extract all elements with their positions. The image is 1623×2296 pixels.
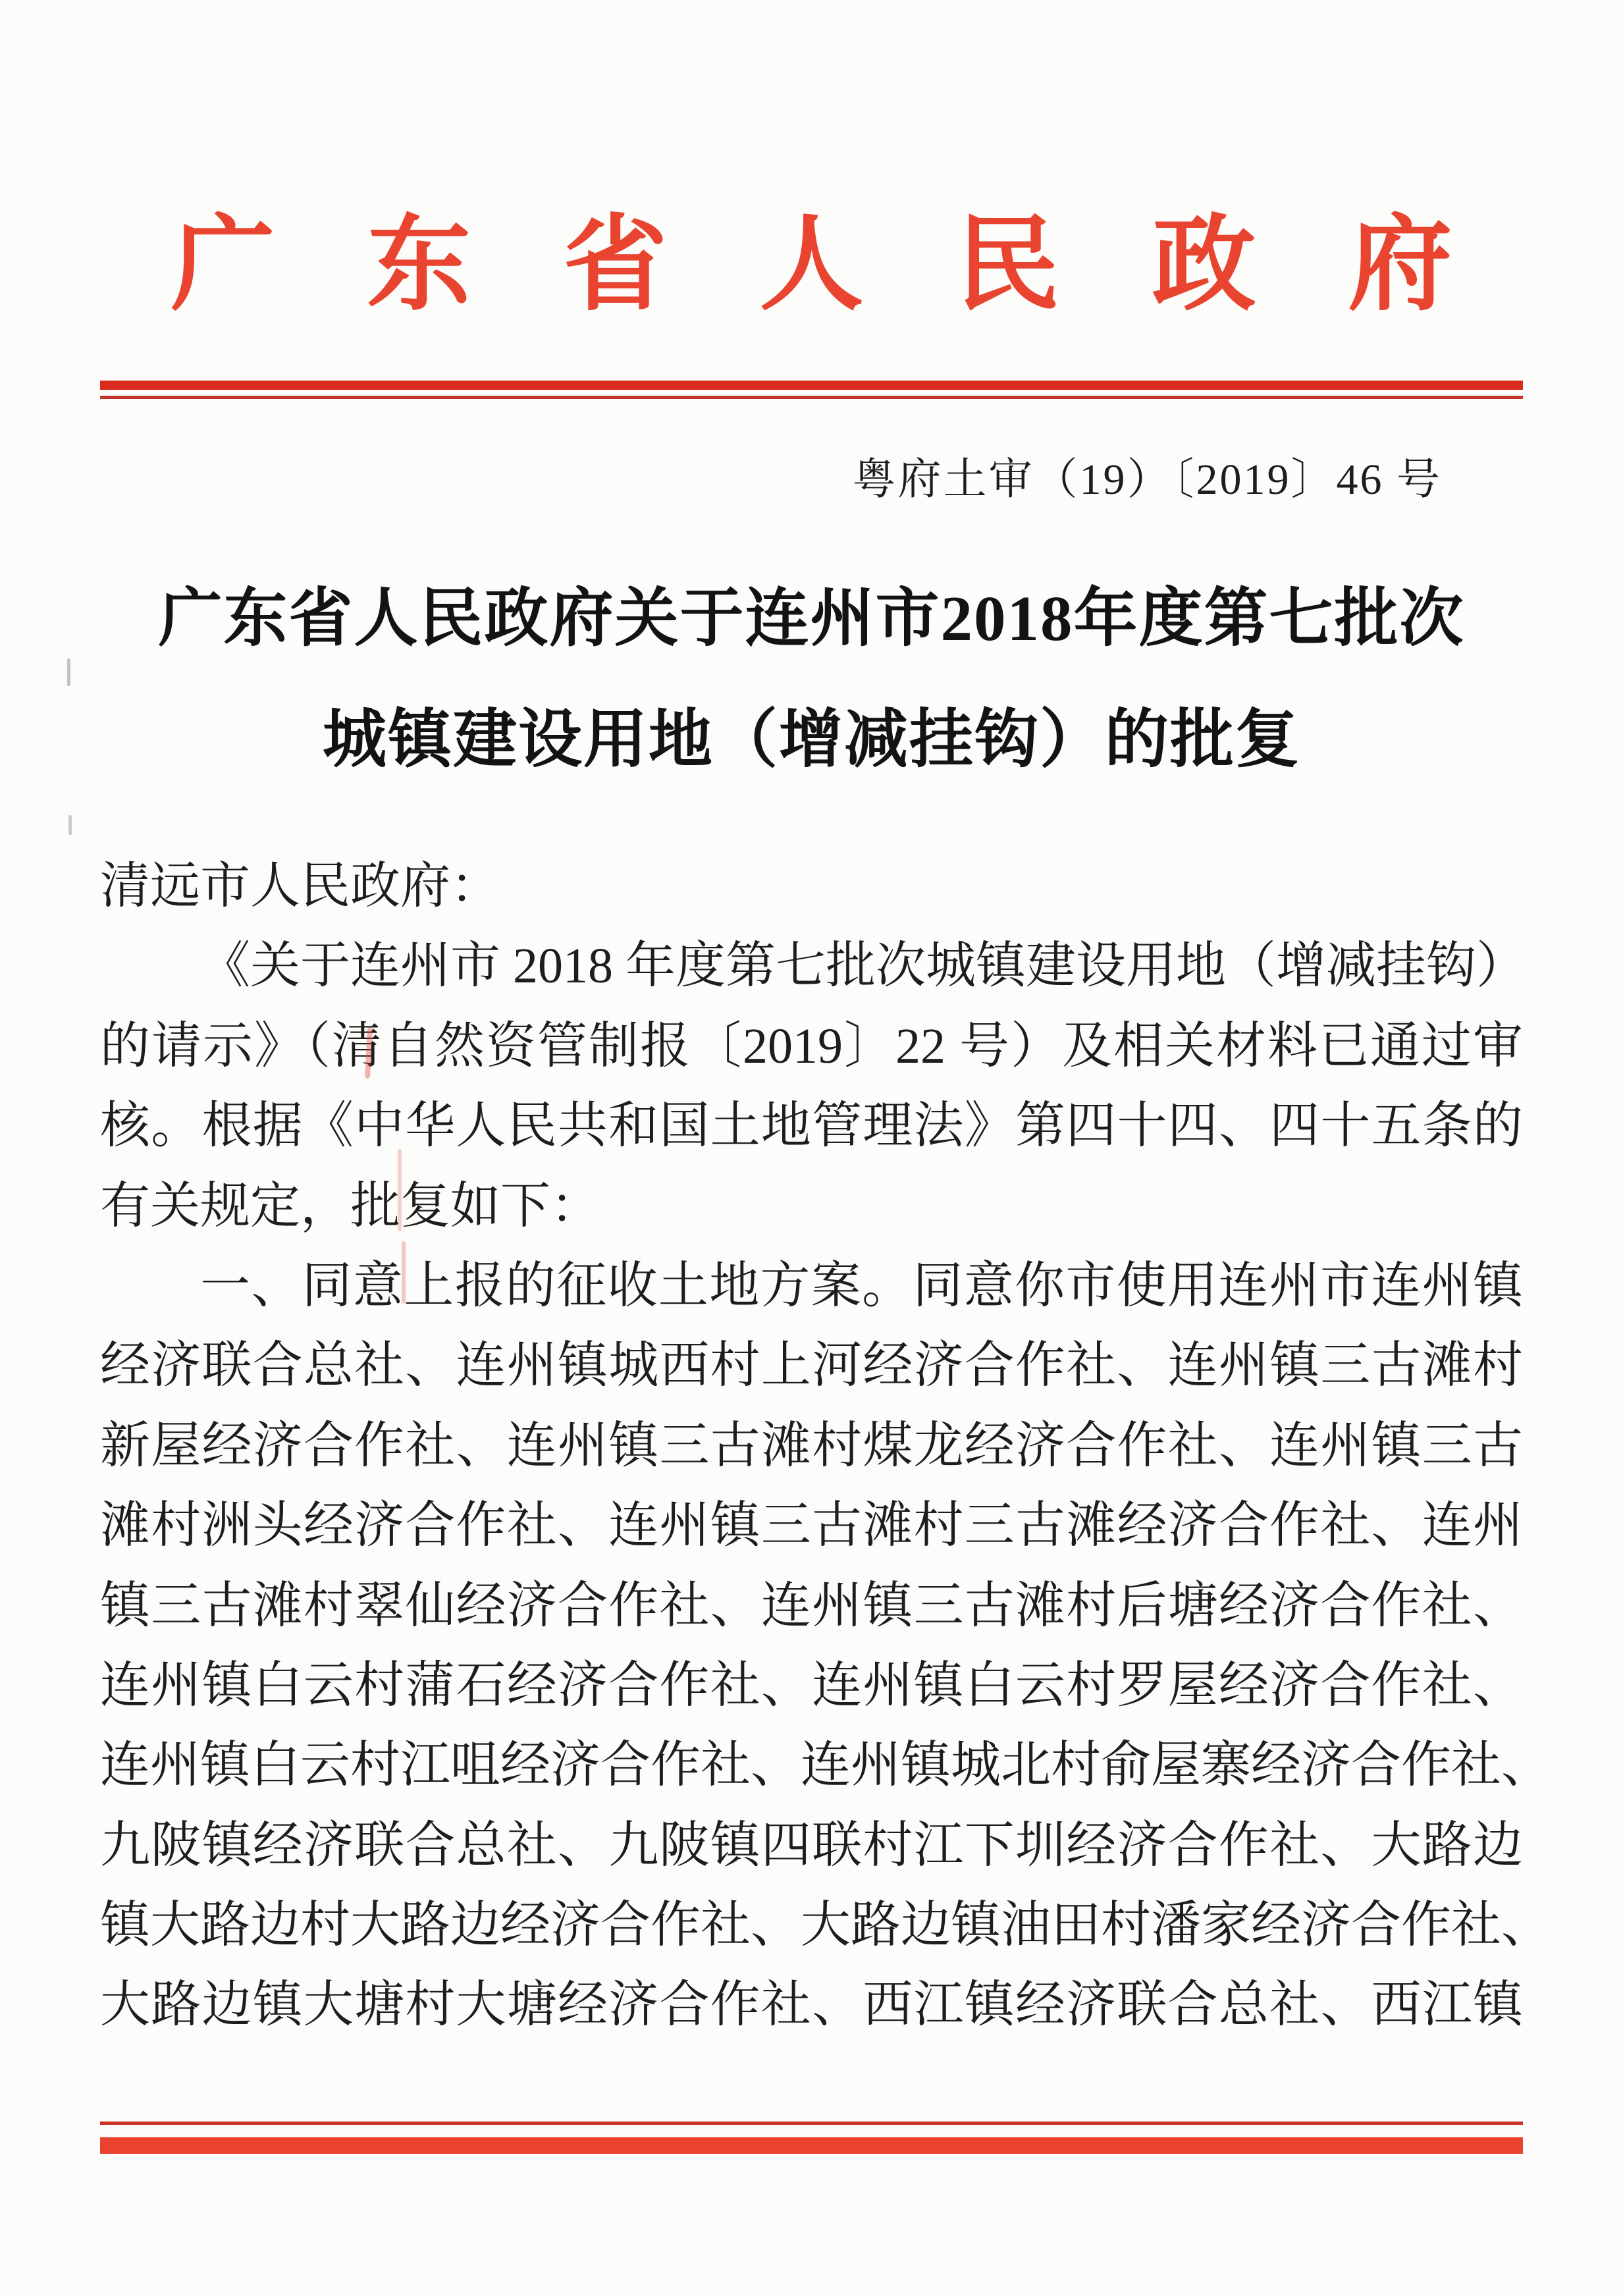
body-line: 《关于连州市 2018 年度第七批次城镇建设用地（增减挂钩） bbox=[200, 938, 1526, 994]
letterhead-org-name: 广东省人民政府 bbox=[171, 208, 1545, 323]
document-number: 粤府土审（19）〔2019〕46 号 bbox=[852, 456, 1442, 504]
body-line: 经济联合总社、连州镇城西村上河经济合作社、连州镇三古滩村 bbox=[100, 1338, 1523, 1394]
document-title bbox=[0, 558, 1623, 801]
header-rule-thin bbox=[100, 396, 1523, 399]
body-line: 一、同意上报的征收土地方案。同意你市使用连州市连州镇 bbox=[200, 1258, 1523, 1314]
body-line: 核。根据《中华人民共和国土地管理法》第四十四、四十五条的 bbox=[100, 1098, 1523, 1154]
body-line: 大路边镇大塘村大塘经济合作社、西江镇经济联合总社、西江镇 bbox=[100, 1977, 1523, 2033]
body-line: 镇大路边村大路边经济合作社、大路边镇油田村潘家经济合作社、 bbox=[100, 1898, 1551, 1954]
body-line: 连州镇白云村江咀经济合作社、连州镇城北村俞屋寨经济合作社、 bbox=[100, 1738, 1551, 1794]
document-title-line-2: 城镇建设用地（增减挂钩）的批复 bbox=[323, 705, 1300, 775]
body-line: 有关规定，批复如下： bbox=[100, 1178, 600, 1234]
body-line: 九陂镇经济联合总社、九陂镇四联村江下圳经济合作社、大路边 bbox=[100, 1817, 1523, 1873]
document-title-line-1: 广东省人民政府关于连州市2018年度第七批次 bbox=[158, 583, 1465, 654]
body-line: 滩村洲头经济合作社、连州镇三古滩村三古滩经济合作社、连州 bbox=[100, 1498, 1523, 1554]
document-body bbox=[100, 847, 1551, 2046]
footer-rule-thick bbox=[100, 2137, 1523, 2154]
scan-artifact bbox=[68, 815, 72, 835]
body-line: 连州镇白云村蒲石经济合作社、连州镇白云村罗屋经济合作社、 bbox=[100, 1657, 1523, 1713]
body-line: 镇三古滩村翠仙经济合作社、连州镇三古滩村后塘经济合作社、 bbox=[100, 1578, 1523, 1634]
footer-rule-thin bbox=[100, 2122, 1523, 2125]
body-line: 新屋经济合作社、连州镇三古滩村煤龙经济合作社、连州镇三古 bbox=[100, 1418, 1523, 1474]
header-rule-thick bbox=[100, 381, 1523, 390]
body-line: 的请示》（清自然资管制报〔2019〕22 号）及相关材料已通过审 bbox=[100, 1018, 1523, 1074]
body-line-salutation: 清远市人民政府： bbox=[100, 859, 500, 914]
